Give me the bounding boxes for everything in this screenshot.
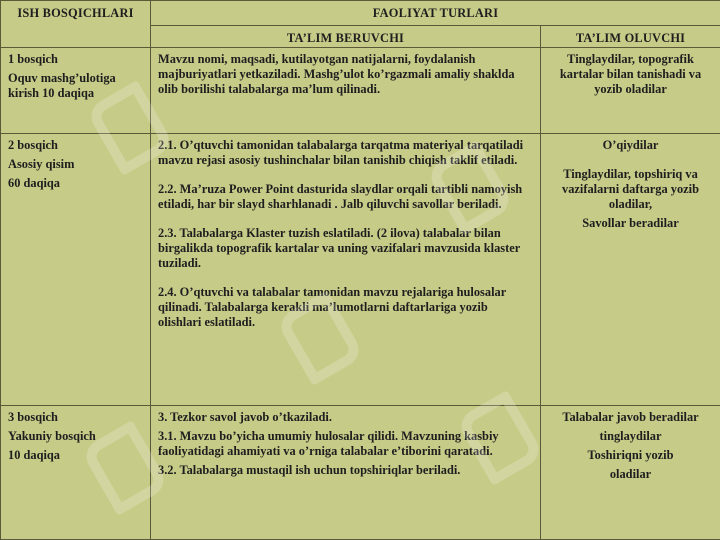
header-activities-label: FAOLIYAT TURLARI (372, 6, 499, 20)
header-stages (1, 1, 151, 48)
header-stages-label: ISH BOSQICHLARI (17, 6, 134, 20)
student-cell (541, 406, 720, 540)
teacher-text: 2.4. O’qtuvchi va talabalar tamonidan mavzu rejalariga hulosalar qilinadi. Talabalarga kerakli ma’lumotlarni daftarlariga yozib olishlari eslatiladi. (158, 285, 506, 329)
stage-text: Asosiy qisim (8, 157, 75, 171)
header-student-label: TA’LIM OLUVCHI (575, 31, 686, 45)
table-row (1, 134, 720, 406)
teacher-text: 3.2. Talabalarga mustaqil ish uchun topshiriqlar beriladi. (158, 463, 461, 477)
student-cell (541, 48, 720, 134)
stage-text: 3 bosqich (8, 410, 58, 424)
student-text: oladilar (609, 467, 652, 481)
stage-text: 10 daqiqa (8, 448, 60, 462)
teacher-cell (151, 134, 541, 406)
student-text: Tinglaydilar, topshiriq va vazifalarni daftarga yozib oladilar, (562, 167, 699, 211)
teacher-text: 2.3. Talabalarga Klaster tuzish eslatiladi. (2 ilova) talabalar bilan birgalikda topografik kartalar va uning vazifalari mavzusida klaster tuziladi. (158, 226, 520, 270)
teacher-text: 2.2. Ma’ruza Power Point dasturida slaydlar orqali tartibli namoyish etiladi, har bir slayd sharhlanadi . Jalb qiluvchi savollar beriladi. (158, 182, 523, 211)
teacher-cell (151, 406, 541, 540)
teacher-text: Mavzu nomi, maqsadi, kutilayotgan natijalarni, foydalanish majburiyatlari yetkaziladi. Mashg’ulot ko’rgazmali amaliy shaklda olib borilishi talabalarga ma’lum qilinadi. (158, 52, 515, 96)
header-activities (151, 1, 720, 26)
stage-text: 60 daqiqa (8, 176, 60, 190)
header-row-main (1, 1, 720, 26)
stage-text: 1 bosqich (8, 52, 58, 66)
stage-cell (1, 48, 151, 134)
student-text: Talabalar javob beradilar (562, 410, 699, 424)
table-row (1, 406, 720, 540)
student-text: Savollar beradilar (582, 216, 679, 230)
teacher-text: 2.1. O’qtuvchi tamonidan talabalarga tarqatma materiyal tarqatiladi mavzu rejasi asosiy tushinchalar bilan tanishib chiqish taklif etiladi. (158, 138, 524, 167)
table-row (1, 48, 720, 134)
stage-text: Oquv mashg’ulotiga kirish 10 daqiqa (8, 71, 116, 100)
student-text: tinglaydilar (599, 429, 662, 443)
student-text: Tinglaydilar, topografik kartalar bilan tanishadi va yozib oladilar (559, 52, 702, 96)
header-student (541, 26, 720, 48)
stage-text: 2 bosqich (8, 138, 58, 152)
teacher-text: 3.1. Mavzu bo’yicha umumiy hulosalar qilidi. Mavzuning kasbiy faoliyatidagi ahamiyati va o’rniga talabalar e’tiborini qaratadi. (158, 429, 499, 458)
student-text: O’qiydilar (602, 138, 659, 152)
stage-text: Yakuniy bosqich (8, 429, 96, 443)
stage-cell (1, 134, 151, 406)
student-text: Toshiriqni yozib (587, 448, 674, 462)
teacher-text: 3. Tezkor savol javob o’tkaziladi. (158, 410, 332, 424)
header-teacher (151, 26, 541, 48)
header-teacher-label: TA’LIM BERUVCHI (286, 31, 405, 45)
student-cell (541, 134, 720, 406)
teacher-cell (151, 48, 541, 134)
stage-cell (1, 406, 151, 540)
